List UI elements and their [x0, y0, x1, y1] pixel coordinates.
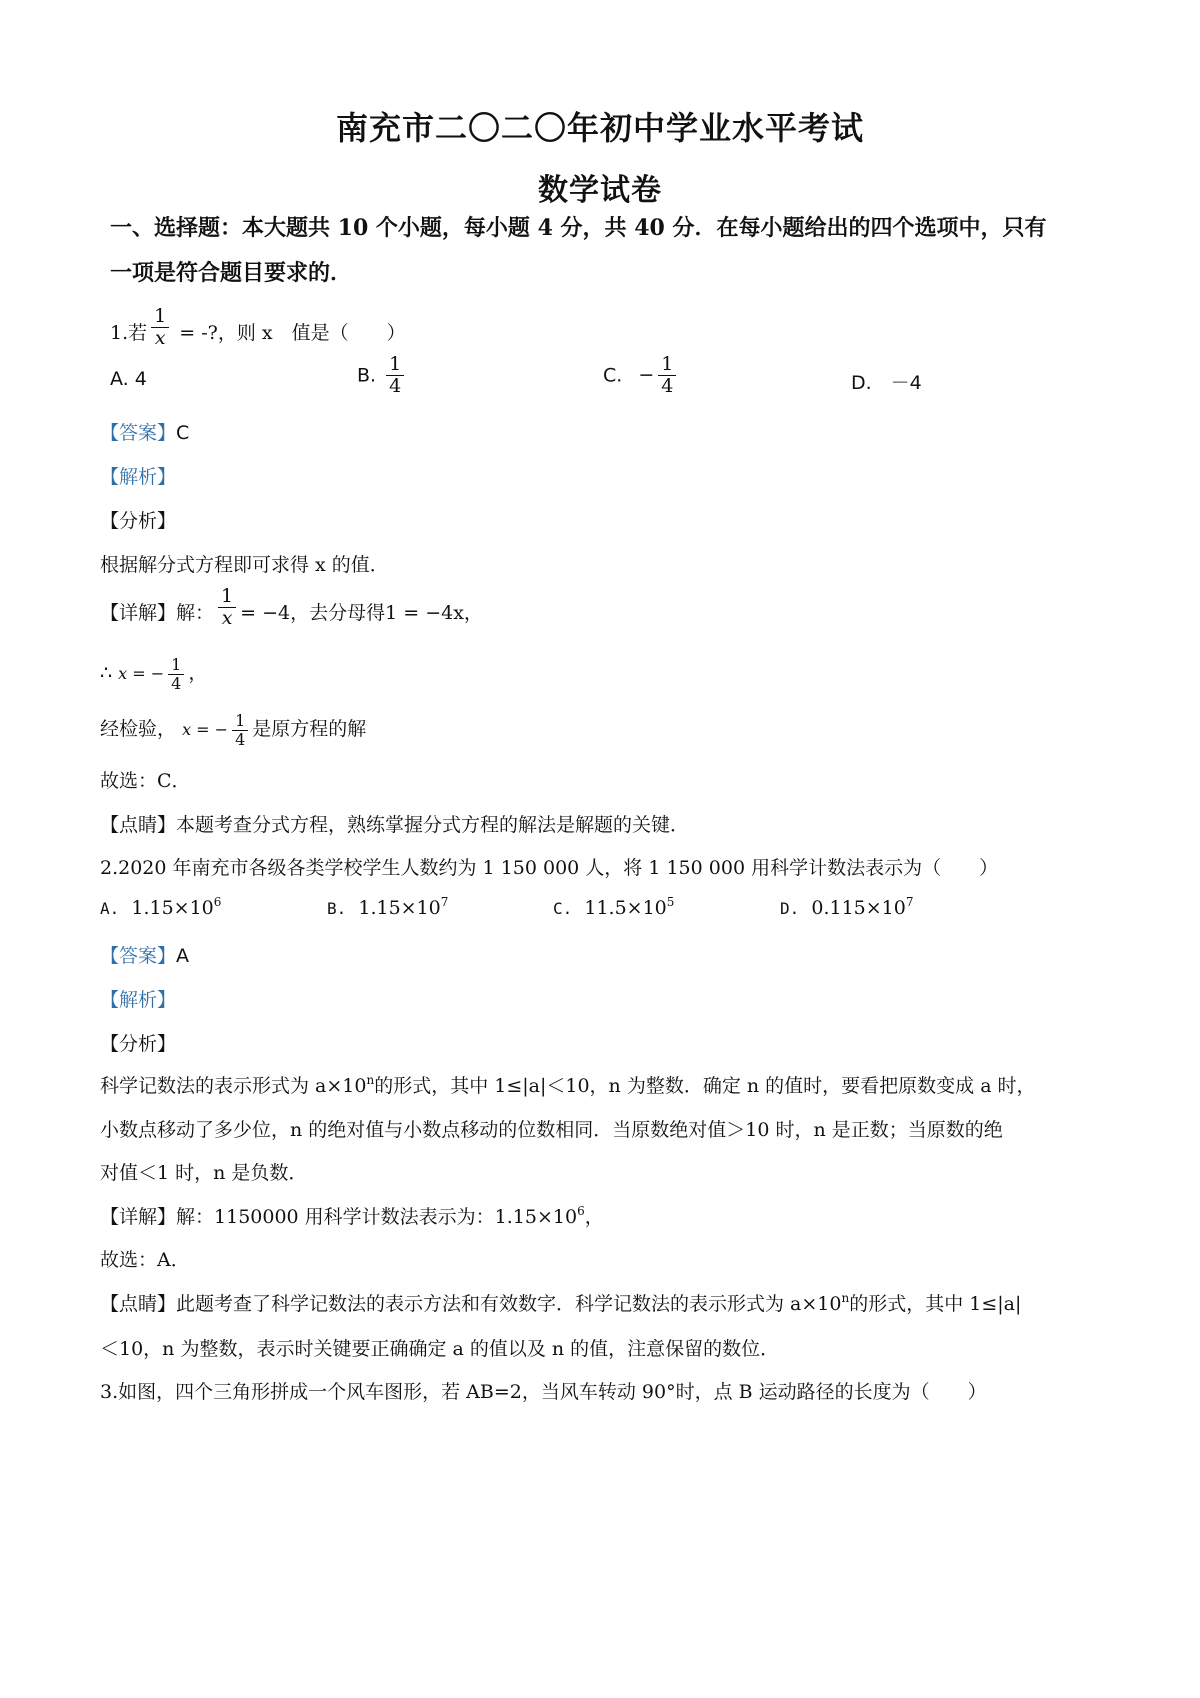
q2-stem: 2.2020 年南充市各级各类学校学生人数约为 1 150 000 人，将 1 150 000 用科学计数法表示为（ ）: [100, 857, 999, 879]
q2-jiexi-label: 【解析】: [100, 989, 177, 1011]
q2-answer: 【答案】A: [100, 945, 190, 967]
q2-comment-line2: ＜10，n 为整数，表示时关键要正确确定 a 的值以及 n 的值，注意保留的数位．: [100, 1338, 780, 1360]
q1-fenxi-label: 【分析】: [100, 510, 177, 532]
q1-check: 经检验， x = − $\frac{1}{4}$ 是原方程的解: [100, 711, 367, 749]
q2-option-b: B. $1.15\times 10^7$: [327, 895, 449, 919]
q1-therefore: ∴ x = − $\frac{1}{4}$ ，: [100, 655, 208, 693]
q3-stem: 3.如图，四个三角形拼成一个风车图形，若 AB=2，当风车转动 90°时，点 B 运动路径的长度为（ ）: [100, 1381, 987, 1403]
q2-analysis-line1: 科学记数法的表示形式为 $a\times 10^n$的形式，其中 1≤|a|＜10，n 为整数．确定 n 的值时，要看把原数变成 a 时，: [100, 1073, 1036, 1097]
q1-stem: 1.若 $\frac{1}{x}$ = -?，则 x 值是（ ）: [110, 304, 406, 349]
q1-option-c: C. − $\frac{1}{4}$: [603, 354, 680, 397]
q1-comment: 【点睛】本题考查分式方程，熟练掌握分式方程的解法是解题的关键．: [100, 814, 690, 836]
q1-jiexi-label: 【解析】: [100, 466, 177, 488]
q1-answer: 【答案】C: [100, 422, 190, 444]
exam-title: 南充市二〇二〇年初中学业水平考试: [335, 109, 864, 147]
q1-analysis: 根据解分式方程即可求得 x 的值．: [100, 554, 389, 576]
section-heading-line2: 一项是符合题目要求的．: [110, 260, 353, 286]
q2-analysis-line2: 小数点移动了多少位，n 的绝对值与小数点移动的位数相同．当原数绝对值＞10 时，n 是正数；当原数的绝: [100, 1119, 1003, 1141]
q2-option-d: D. $0.115\times 10^7$: [780, 895, 914, 919]
q2-fenxi-label: 【分析】: [100, 1033, 177, 1055]
section-heading-line1: 一、选择题：本大题共 10 个小题，每小题 4 分，共 40 分．在每小题给出的四个选项中，只有: [110, 215, 1047, 241]
q2-option-c: C. $11.5\times 10^5$: [553, 895, 675, 919]
q2-detail: 【详解】解：1150000 用科学计数法表示为：$1.15\times 10^6$，: [100, 1204, 604, 1228]
q2-analysis-line3: 对值＜1 时，n 是负数．: [100, 1162, 308, 1184]
q1-detail: 【详解】解： $\frac{1}{x}$ = −4，去分母得1 = −4x，: [100, 584, 483, 629]
q1-stem-fraction: $\frac{1}{x}$: [151, 306, 169, 349]
q1-option-b: B. $\frac{1}{4}$: [357, 354, 408, 397]
q1-option-d: D. －4: [851, 372, 922, 394]
q2-choose: 故选：A．: [100, 1249, 190, 1271]
exam-subtitle: 数学试卷: [538, 173, 662, 208]
q2-option-a: A. $1.15\times 10^6$: [100, 895, 222, 919]
q2-comment-line1: 【点睛】此题考查了科学记数法的表示方法和有效数字．科学记数法的表示形式为 $a\times 10^n$的形式，其中 1≤|a|: [100, 1291, 1022, 1315]
q1-choose: 故选：C．: [100, 770, 191, 792]
q1-option-a: A. 4: [110, 368, 147, 390]
